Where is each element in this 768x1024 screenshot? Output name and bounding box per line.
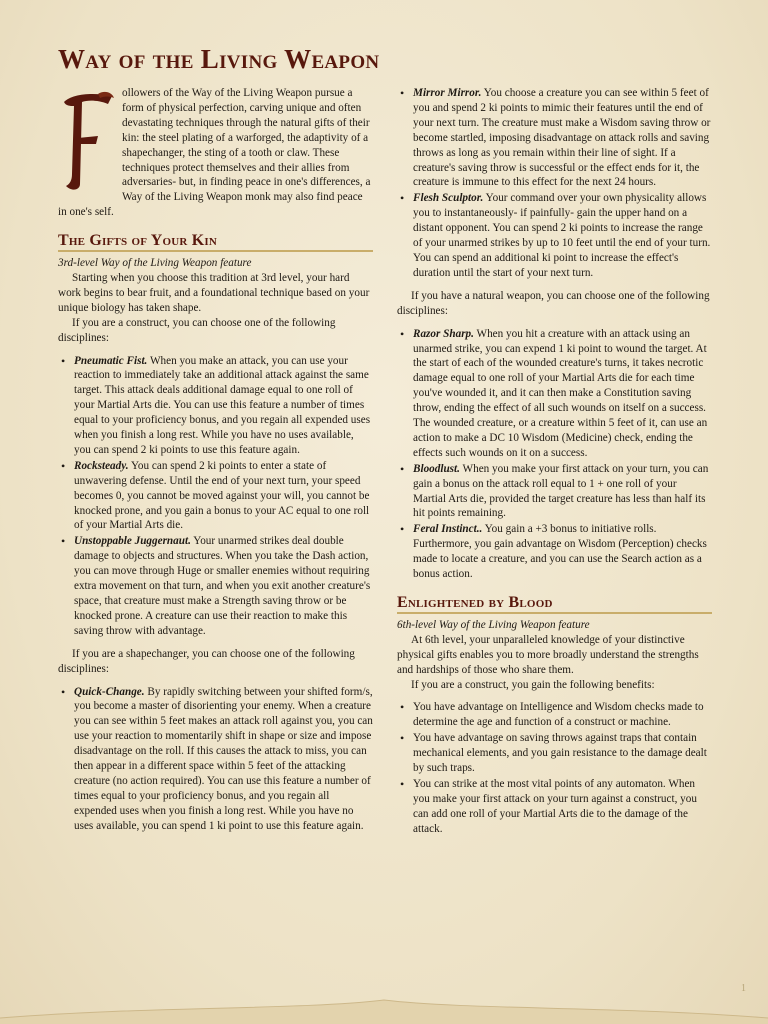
discipline-name: Unstoppable Juggernaut. [74,535,191,548]
footer-ornament-icon [0,996,768,1024]
list-item [413,462,712,522]
discipline-name: Pneumatic Fist. [74,354,148,367]
discipline-name: Mirror Mirror. [413,87,482,99]
left-column [58,86,373,842]
list-item [413,86,712,190]
discipline-text: You gain a +3 bonus to initiative rolls. Furthermore, you gain advantage on Wisdom (Perception) checks made to locate a creature, and you can use the Search action as a bonus action. [413,523,707,581]
page-number: 1 [741,983,746,994]
list-item [413,327,712,461]
discipline-name: Rocksteady. [74,459,129,472]
list-item [74,685,373,834]
discipline-text: When you hit a creature with an attack using an unarmed strike, you can expend 1 ki point to wound the target. At the start of each of the wounded creature's turns, it takes necrotic damage equal to one roll of your Martial Arts die for each time you've wounded it, and it can then make a Constitution saving throw, ending the effect of all such wounds on itself on a success. The wounded creature, or a creature within 5 feet of it, can use an action to make a DC 10 Wisdom (Medicine) check, ending the effects such wounds on it on a success. [413,327,708,459]
discipline-name: Flesh Sculptor. [413,192,484,205]
page-title: Way of the Living Weapon [58,44,380,74]
discipline-text: Your unarmed strikes deal double damage to objects and structures. When you take the Dash action, you can move through Huge or smaller enemies without requiring extra movement on that turn, and when you exit another creature's space, that creature must make a Strength saving throw or be knocked prone. A creature can use their reaction to make this saving throw with advantage. [74,535,371,637]
list-item [74,459,373,534]
shapechanger-disciplines-list-cont [397,86,712,281]
discipline-name: Quick-Change. [74,685,145,698]
list-item [413,191,712,280]
construct-disciplines-list [58,354,373,639]
list-item [74,354,373,458]
shapechanger-disciplines-list [58,685,373,834]
dropcap-f-icon [58,88,116,194]
construct-benefits-list [397,700,712,836]
paragraph: If you are a construct, you gain the following benefits: [411,678,655,691]
list-item [413,522,712,582]
discipline-text: When you make an attack, you can use your reaction to immediately take an additional attack against the same target. This attack deals additional damage equal to one roll of your Martial Arts die. You can use this feature a number of times equal to your proficiency bonus, and you regain all expended uses when you finish a long rest. While you have no uses available, you can spend 2 ki points to use this feature again. [74,354,371,456]
list-item: • You have advantage on saving throws against traps that contain mechanical elements, and you gain resistance to the damage dealt by such traps. [413,731,712,776]
list-item: • You have advantage on Intelligence and Wisdom checks made to determine the age and function of a construct or machine. [413,700,712,730]
discipline-name: Feral Instinct.. [413,523,483,536]
section-heading-enlightened: Enlightened by Blood [397,596,712,614]
discipline-text: You choose a creature you can see within 5 feet of you and spend 2 ki points to mimic their features until the end of your next turn. The creature must make a Wisdom saving throw or become startled, imposing disadvantage on attack rolls and saving throws as long as you remain within their line of sight. If a creature's saving throw is successful or the effect ends for it, the creature is immune to this effect for the next 24 hours. [413,87,711,189]
natural-weapon-disciplines-list [397,327,712,582]
discipline-text: By rapidly switching between your shifted form/s, you become a master of disorienting your enemy. When a creature you can see within 5 feet makes an attack roll against you, you can use your reaction to momentarily shift in shape or size and impose disadvantage on the roll. If this causes the attack to miss, you can then appear in a different space within 5 feet of the attacking creature (no action required). You can use this feature a number of times equal to your proficiency bonus, and you regain all expended uses when you finish a long rest. While you have no uses available, you can spend 1 ki point to use this feature again. [74,685,373,832]
right-column [397,86,712,845]
paragraph: If you are a shapechanger, you can choose one of the following disciplines: [58,647,355,675]
discipline-text: When you make your first attack on your turn, you can gain a bonus on the attack roll equal to 1 + one roll of your Martial Arts die, provided the target creature has less than half its hit points remaining. [413,462,709,520]
list-item [74,534,373,638]
discipline-name: Bloodlust. [413,462,460,475]
feature-subtitle: 3rd-level Way of the Living Weapon feature [58,257,252,270]
discipline-text: Your command over your own physicality allows you to instantaneously- if painfully- gain the upper hand on a distant opponent. You can spend 2 ki points to increase the range of your unarmed strikes by up to 10 feet until the end of your turn. You can spend an additional ki point to increase the effect's duration until the start of your next turn. [413,192,711,279]
discipline-name: Razor Sharp. [413,327,474,340]
paragraph: Starting when you choose this tradition at 3rd level, your hard work begins to bear fruit, and a foundational technique based on your unique biology has taken shape. [58,271,370,314]
feature-subtitle: 6th-level Way of the Living Weapon feature [397,618,590,631]
intro-paragraph [58,86,373,220]
section-heading-gifts: The Gifts of Your Kin [58,234,373,252]
intro-text: ollowers of the Way of the Living Weapon pursue a form of physical perfection, carving unique and often devastating techniques through the natural gifts of their kin: the steel plating of a warforged, the adaptivity of a shapechanger, the sting of a tooth or claw. These techniques protect themselves and their allies from adversaries- but, in finding peace in one's differences, a Way of the Living Weapon monk may also find peace in one's self. [58,87,371,219]
list-item: • You can strike at the most vital points of any automaton. When you make your first attack on your turn against a construct, you can add one roll of your Martial Arts die to the damage of the attack. [413,777,712,837]
paragraph: If you have a natural weapon, you can choose one of the following disciplines: [397,289,710,317]
paragraph: If you are a construct, you can choose one of the following disciplines: [58,316,336,344]
discipline-text: You can spend 2 ki points to enter a state of unwavering defense. Until the end of your next turn, your speed becomes 0, you cannot be moved against your will, you cannot be knocked prone, and you gain a bonus to your AC equal to one roll of your Martial Arts die. [74,459,370,532]
paragraph: At 6th level, your unparalleled knowledge of your distinctive physical gifts enables you to more broadly understand the strengths and hardships of those who share them. [397,633,699,676]
